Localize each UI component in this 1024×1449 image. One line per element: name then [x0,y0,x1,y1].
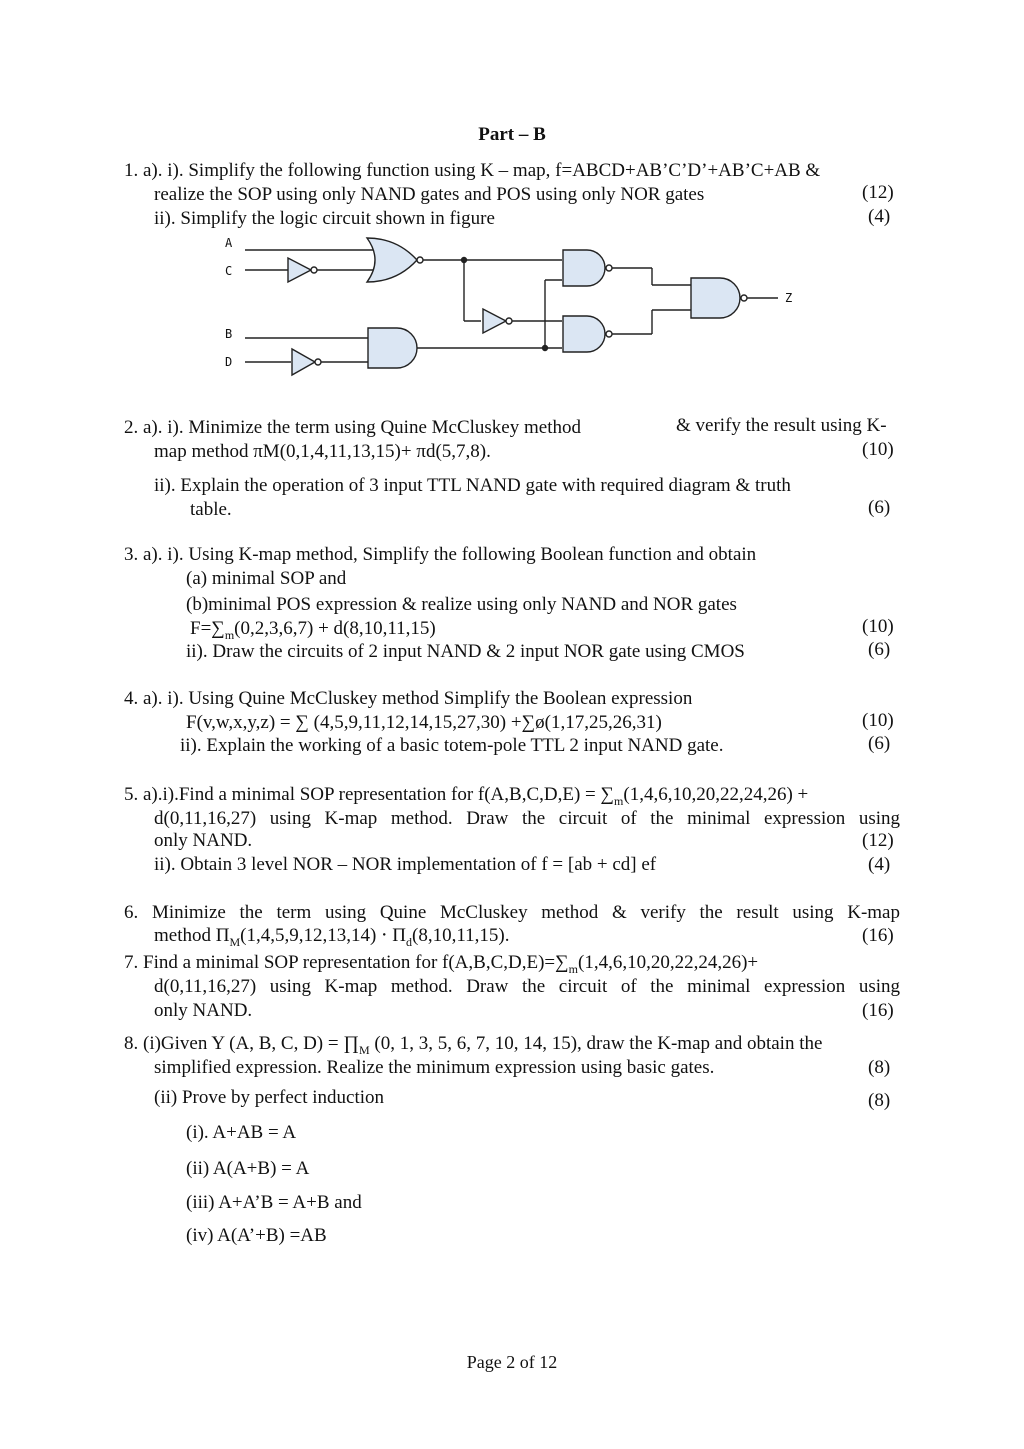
q5-marks-1: (12) [862,830,894,851]
q7-line-3: only NAND. [154,1000,253,1021]
q7-marks: (16) [862,1000,894,1021]
q5-line-1-prefix: 5. a).i).Find a minimal SOP representation for f(A,B,C,D,E) = ∑ [124,784,615,805]
q3-line-1: 3. a). i). Using K-map method, Simplify the following Boolean function and obtain [124,544,757,565]
q2-line-3: ii). Explain the operation of 3 input TTL NAND gate with required diagram & truth [154,475,791,496]
q3-line-5: ii). Draw the circuits of 2 input NAND & 2 input NOR gate using CMOS [186,641,745,662]
q8-line-1-prefix: 8. (i)Given Y (A, B, C, D) = ∏ [124,1033,359,1054]
nand-gate-bottom [563,316,605,352]
q6-line-2-sub-2: d [406,934,413,949]
q6-line-2-sub-1: M [229,934,241,949]
q6-line-1: 6. Minimize the term using Quine McCluskey method & verify the result using K-map [124,902,900,923]
label-d: D [225,355,233,369]
q5-line-1-sub: m [614,793,624,808]
q3-marks-2: (6) [868,639,891,660]
q6-marks: (16) [862,925,894,946]
or-gate [367,238,417,282]
q4-line-1: 4. a). i). Using Quine McCluskey method Simplify the Boolean expression [124,688,693,709]
q2-marks-1: (10) [862,439,894,460]
q3-line-2: (a) minimal SOP and [186,568,347,589]
q8-item-2: (ii) A(A+B) = A [186,1158,310,1179]
q8-item-4: (iv) A(A’+B) =AB [186,1225,327,1246]
not-gate-c-bubble [311,267,317,273]
q3-line-3: (b)minimal POS expression & realize using only NAND and NOR gates [186,594,737,615]
q4-marks-2: (6) [868,733,891,754]
q3-f-rest: (0,2,3,6,7) + d(8,10,11,15) [234,618,436,639]
label-c: C [225,264,233,278]
q8-line-1-sub: M [358,1042,370,1057]
q8-line-2: simplified expression. Realize the minimum expression using basic gates. [154,1057,715,1078]
logic-circuit-diagram [215,232,815,382]
q3-f-prefix: F=∑ [190,618,225,639]
q7-line-1-prefix: 7. Find a minimal SOP representation for f(A,B,C,D,E)=∑ [124,952,569,973]
part-heading: Part – B [478,124,546,145]
label-a: A [225,236,233,250]
q6-line-2 [154,925,509,953]
q1-marks-2: (4) [868,206,891,227]
q1-line-1: 1. a). i). Simplify the following function using K – map, f=ABCD+AB’C’D’+AB’C+AB & [124,160,821,181]
q3-marks-1: (10) [862,616,894,637]
q8-line-3: (ii) Prove by perfect induction [154,1087,385,1108]
q5-line-3: only NAND. [154,830,253,851]
q4-marks-1: (10) [862,710,894,731]
q1-line-2: realize the SOP using only NAND gates and POS using only NOR gates [154,184,705,205]
q1-marks-1: (12) [862,182,894,203]
q2-line-1b: & verify the result using K- [676,415,887,436]
not-gate-c [288,258,311,282]
q5-marks-2: (4) [868,854,891,875]
q6-line-2-prefix: method Π [154,925,230,946]
q2-line-2: map method πM(0,1,4,11,13,15)+ πd(5,7,8). [154,441,491,462]
q2-line-4: table. [190,499,232,520]
not-gate-middle [483,309,506,333]
and-gate [368,328,417,368]
not-gate-d [292,349,315,375]
q6-line-2-rest: (8,10,11,15). [412,925,510,946]
q4-line-3: ii). Explain the working of a basic totem-pole TTL 2 input NAND gate. [180,735,724,756]
q8-line-1-rest: (0, 1, 3, 5, 6, 7, 10, 14, 15), draw the K-map and obtain the [369,1033,823,1054]
nand-gate-output [691,278,740,318]
nand-gate-top [563,250,605,286]
q7-line-1-rest: (1,4,6,10,20,22,24,26)+ [578,952,759,973]
junction-2 [543,346,548,351]
q7-line-2: d(0,11,16,27) using K-map method. Draw the circuit of the minimal expression using [154,976,900,997]
q2-marks-2: (6) [868,497,891,518]
q7-line-1-sub: m [568,961,579,976]
q4-line-2: F(v,w,x,y,z) = ∑ (4,5,9,11,12,14,15,27,30) +∑ø(1,17,25,26,31) [186,712,662,733]
q8-item-1: (i). A+AB = A [186,1122,297,1143]
q5-line-2: d(0,11,16,27) using K-map method. Draw the circuit of the minimal expression using [154,808,900,829]
page-footer: Page 2 of 12 [466,1352,558,1372]
q8-item-3: (iii) A+A’B = A+B and [186,1192,362,1213]
q5-line-1-rest: (1,4,6,10,20,22,24,26) + [623,784,809,805]
label-b: B [225,327,233,341]
q8-marks-2: (8) [868,1090,891,1111]
or-gate-bubble [417,257,423,263]
q2-line-1a: 2. a). i). Minimize the term using Quine McCluskey method [124,417,581,438]
q8-marks-1: (8) [868,1057,891,1078]
q3-f-sub: m [224,627,235,642]
label-z: Z [785,291,793,305]
q1-line-3: ii). Simplify the logic circuit shown in figure [154,208,495,229]
q6-line-2-mid: (1,4,5,9,12,13,14) ⋅ Π [240,925,407,946]
q5-line-4: ii). Obtain 3 level NOR – NOR implementation of f = [ab + cd] ef [154,854,657,875]
